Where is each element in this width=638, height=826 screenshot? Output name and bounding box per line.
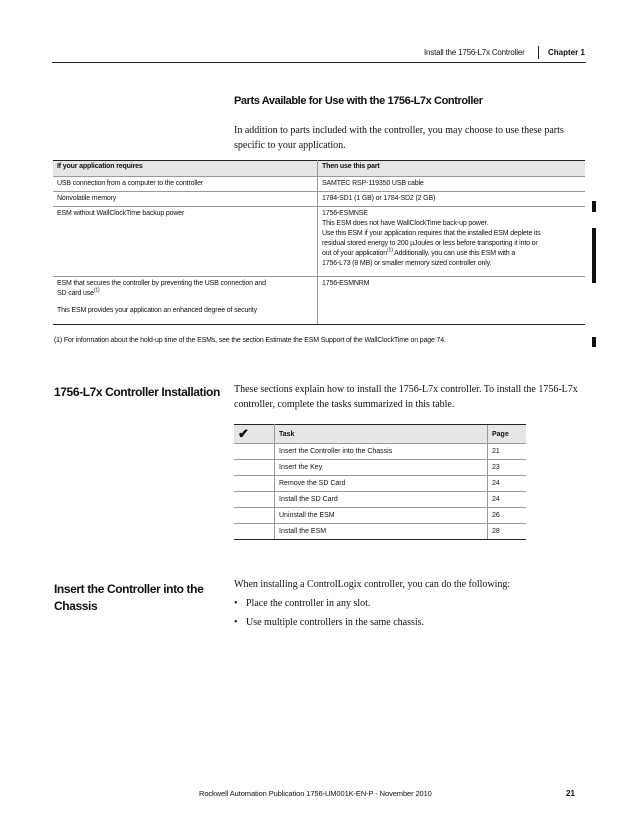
parts-intro: In addition to parts included with the controller, you may choose to use these parts specific to your application. xyxy=(234,125,564,151)
cell-text-line xyxy=(57,289,313,299)
cell-text: ESM without WallClockTime backup power xyxy=(57,210,185,217)
cell-text: 1756-ESMNRM xyxy=(322,280,370,287)
parts-cell-requires xyxy=(53,177,318,192)
parts-table xyxy=(53,160,585,325)
change-bar xyxy=(592,337,596,347)
cell-text: Use this ESM if your application requires that the installed ESM deplete its xyxy=(322,230,541,237)
task-check-cell xyxy=(234,524,275,540)
task-check-cell xyxy=(234,460,275,476)
parts-cell-requires xyxy=(53,277,318,325)
cell-text: USB connection from a computer to the controller xyxy=(57,180,204,187)
task-page: 28 xyxy=(488,524,527,540)
table-row xyxy=(234,460,526,476)
parts-heading: Parts Available for Use with the 1756-L7x Controller xyxy=(234,95,483,107)
parts-footnote: (1) For information about the hold-up time of the ESMs, see the section Estimate the ESM Support of the WallClockTime on page 74. xyxy=(54,337,446,344)
task-name: Install the SD Card xyxy=(275,492,488,508)
task-name: Uninstall the ESM xyxy=(275,508,488,524)
cell-text: residual stored energy to 200 µJoules or less before transporting it into or xyxy=(322,240,538,247)
task-name: Install the ESM xyxy=(275,524,488,540)
task-check-cell xyxy=(234,492,275,508)
task-name: Insert the Key xyxy=(275,460,488,476)
cell-text: out of your application xyxy=(322,250,388,257)
cell-text: SD card use xyxy=(57,290,94,297)
task-page: 24 xyxy=(488,492,527,508)
task-check-cell xyxy=(234,476,275,492)
list-item xyxy=(234,617,424,636)
check-mark-icon: ✔ xyxy=(238,426,249,441)
task-page: 24 xyxy=(488,476,527,492)
running-header-chapter: Chapter 1 xyxy=(548,48,585,57)
cell-text: This ESM does not have WallClockTime back-up power. xyxy=(322,220,489,227)
cell-text: This ESM provides your application an enhanced degree of security xyxy=(57,307,257,314)
task-page: 26 xyxy=(488,508,527,524)
task-check-cell xyxy=(234,444,275,460)
list-item xyxy=(234,598,424,617)
running-header-title: Install the 1756-L7x Controller xyxy=(424,48,525,57)
footnote-ref: (1) xyxy=(93,287,100,294)
parts-table-header-row xyxy=(53,161,585,177)
parts-cell-part xyxy=(318,177,586,192)
table-row xyxy=(234,476,526,492)
header-rule xyxy=(52,62,586,63)
table-row xyxy=(53,207,585,277)
cell-text: Nonvolatile memory xyxy=(57,195,117,202)
bullet-icon: • xyxy=(234,617,238,628)
task-page: 23 xyxy=(488,460,527,476)
task-name: Insert the Controller into the Chassis xyxy=(275,444,488,460)
table-row xyxy=(53,277,585,325)
table-row xyxy=(234,492,526,508)
installation-heading: 1756-L7x Controller Installation xyxy=(54,385,220,399)
task-name: Remove the SD Card xyxy=(275,476,488,492)
change-bar xyxy=(592,201,596,212)
parts-cell-part xyxy=(318,277,586,325)
header-divider xyxy=(538,46,539,59)
cell-text: ESM that secures the controller by preventing the USB connection and xyxy=(57,280,266,287)
task-table xyxy=(234,424,526,540)
task-page: 21 xyxy=(488,444,527,460)
parts-col-header-requires: If your application requires xyxy=(53,161,318,177)
footer-page-number: 21 xyxy=(566,789,575,798)
cell-text: 1784-SD1 (1 GB) or 1784-SD2 (2 GB) xyxy=(322,195,436,202)
list-item-text: Place the controller in any slot. xyxy=(246,598,371,609)
task-table-header-row xyxy=(234,425,526,444)
table-row xyxy=(234,444,526,460)
insert-bullet-list xyxy=(234,598,424,636)
task-column-header: Task xyxy=(275,425,488,444)
bullet-icon: • xyxy=(234,598,238,609)
table-row xyxy=(53,177,585,192)
page-column-header: Page xyxy=(488,425,527,444)
table-row xyxy=(53,192,585,207)
cell-text: SAMTEC RSP-119350 USB cable xyxy=(322,180,424,187)
parts-cell-requires xyxy=(53,192,318,207)
check-column-header xyxy=(234,425,275,444)
insert-intro: When installing a ControlLogix controller, you can do the following: xyxy=(234,579,511,590)
parts-col-header-part: Then use this part xyxy=(318,161,586,177)
parts-cell-requires xyxy=(53,207,318,277)
parts-cell-part xyxy=(318,207,586,277)
list-item-text: Use multiple controllers in the same chassis. xyxy=(246,617,425,628)
installation-intro: These sections explain how to install the 1756-L7x controller. To install the 1756-L7x controller, complete the tasks summarized in this table. xyxy=(234,384,578,410)
cell-text-line xyxy=(322,249,581,259)
insert-heading: Insert the Controller into the Chassis xyxy=(54,582,204,613)
cell-text: Additionally, you can use this ESM with a xyxy=(392,250,516,257)
footer-publication: Rockwell Automation Publication 1756-UM001K-EN-P - November 2010 xyxy=(199,789,432,798)
footnote-ref: (1) xyxy=(387,247,393,254)
table-row xyxy=(234,524,526,540)
parts-cell-part xyxy=(318,192,586,207)
cell-text: 1756-ESMNSE xyxy=(322,210,368,217)
cell-text: 1756-L73 (8 MB) or smaller memory sized controller only. xyxy=(322,260,492,267)
task-check-cell xyxy=(234,508,275,524)
change-bar xyxy=(592,228,596,283)
table-row xyxy=(234,508,526,524)
